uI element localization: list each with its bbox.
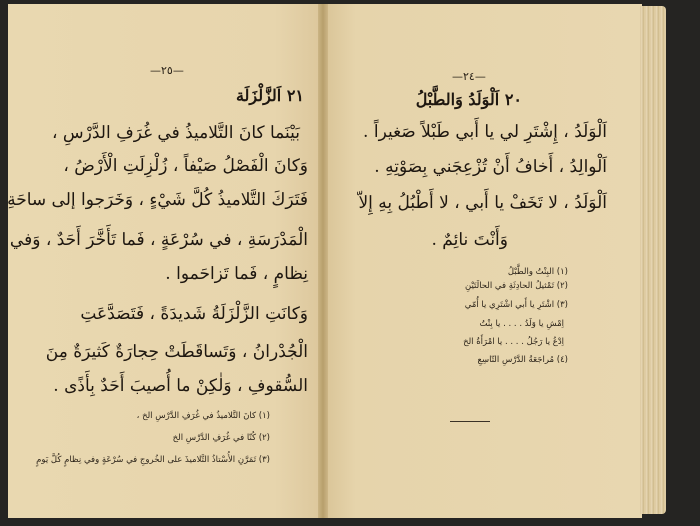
exercise-item: (١) البِنْتُ والطَّبْلُ [507, 267, 568, 277]
exercise-item: (٢) تَمْثيلُ الحادِثَةِ في الحالَتَيْنِ [465, 281, 568, 291]
text-line: وَكانَتِ الزَّلْزَلَةُ شَديدَةً ، فَتَصَدَّعَتِ [80, 304, 308, 324]
exercise-item: (٣) اشْتَرِ يا أَبي اشْتَرِي يا أُمّي [464, 300, 568, 310]
exercise-item: اِدْعُ يا رَجُلُ . . . . يا امْرَأَةُ الخ [463, 337, 564, 347]
page-number-left: —٢٥— [150, 64, 184, 77]
text-line: الْمَدْرَسَةِ ، في سُرْعَةٍ ، فَما تَأَخَّرَ أَحَدٌ ، وَفي [9, 230, 308, 250]
left-page [8, 4, 322, 518]
exercise-item: (١) كانَ التَّلاميذُ في غُرَفِ الدَّرْسِ الخ ، [136, 411, 270, 421]
text-line: اَلْوَلَدُ ، إِشْتَرِ لي يا أَبي طَبْلاً صَغيراً . [363, 122, 607, 142]
closing-rule [450, 421, 490, 422]
text-line: الْجُدْرانُ ، وَتَساقَطَتْ حِجارَةٌ كَثيرَةٌ مِنَ [45, 342, 308, 362]
text-line: اَلْوَلَدُ ، لا تَخَفْ يا أَبي ، لا أَطْبُلُ بِهِ إِلاّ [358, 193, 607, 213]
text-line: السُّقوفِ ، وَلٰكِنْ ما أُصيبَ أَحَدٌ بِأَذًى . [53, 376, 308, 396]
text-line: فَتَرَكَ التَّلاميذُ كُلَّ شَيْءٍ ، وَخَرَجوا إلى ساحَةِ [7, 190, 308, 210]
text-line: نِظامٍ ، فَما تَزاحَموا . [165, 264, 308, 284]
text-line: وَكانَ الْفَصْلُ صَيْفاً ، زُلْزِلَتِ الْأَرْضُ ، [63, 156, 308, 176]
exercise-item: (٤) مُراجَعَةُ الدَّرْسِ التّاسِعِ [477, 355, 568, 365]
page-number-right: —٢٤— [452, 70, 486, 83]
lesson-title-right: ٢٠ اَلْوَلَدُ وَالطَّبْلُ [415, 90, 522, 109]
book-gutter [318, 4, 328, 518]
exercise-item: (٣) تَمَرَّنِ الأُسْتاذُ التَّلاميذَ على الخُروجِ في سُرْعَةٍ وفي نِظامٍ كُلَّ يَومٍ [36, 455, 270, 465]
text-line: بَيْنَما كانَ التَّلاميذُ في غُرَفِ الدَّرْسِ ، [52, 123, 300, 143]
exercise-item: (٢) كُنّا في غُرَفِ الدَّرْسِ الخ [172, 433, 270, 443]
page-edges [640, 6, 666, 514]
exercise-item: اِمْشِ يا وَلَدُ . . . . يا بِنْتُ [479, 319, 564, 329]
text-line: اَلْوالِدُ ، أَخافُ أَنْ تُزْعِجَني بِصَوْتِهِ . [374, 157, 607, 177]
text-line: وَأَنْتَ نائِمٌ . [431, 230, 508, 250]
lesson-title-left: ٢١ اَلزَّلْزَلَة [235, 86, 304, 105]
